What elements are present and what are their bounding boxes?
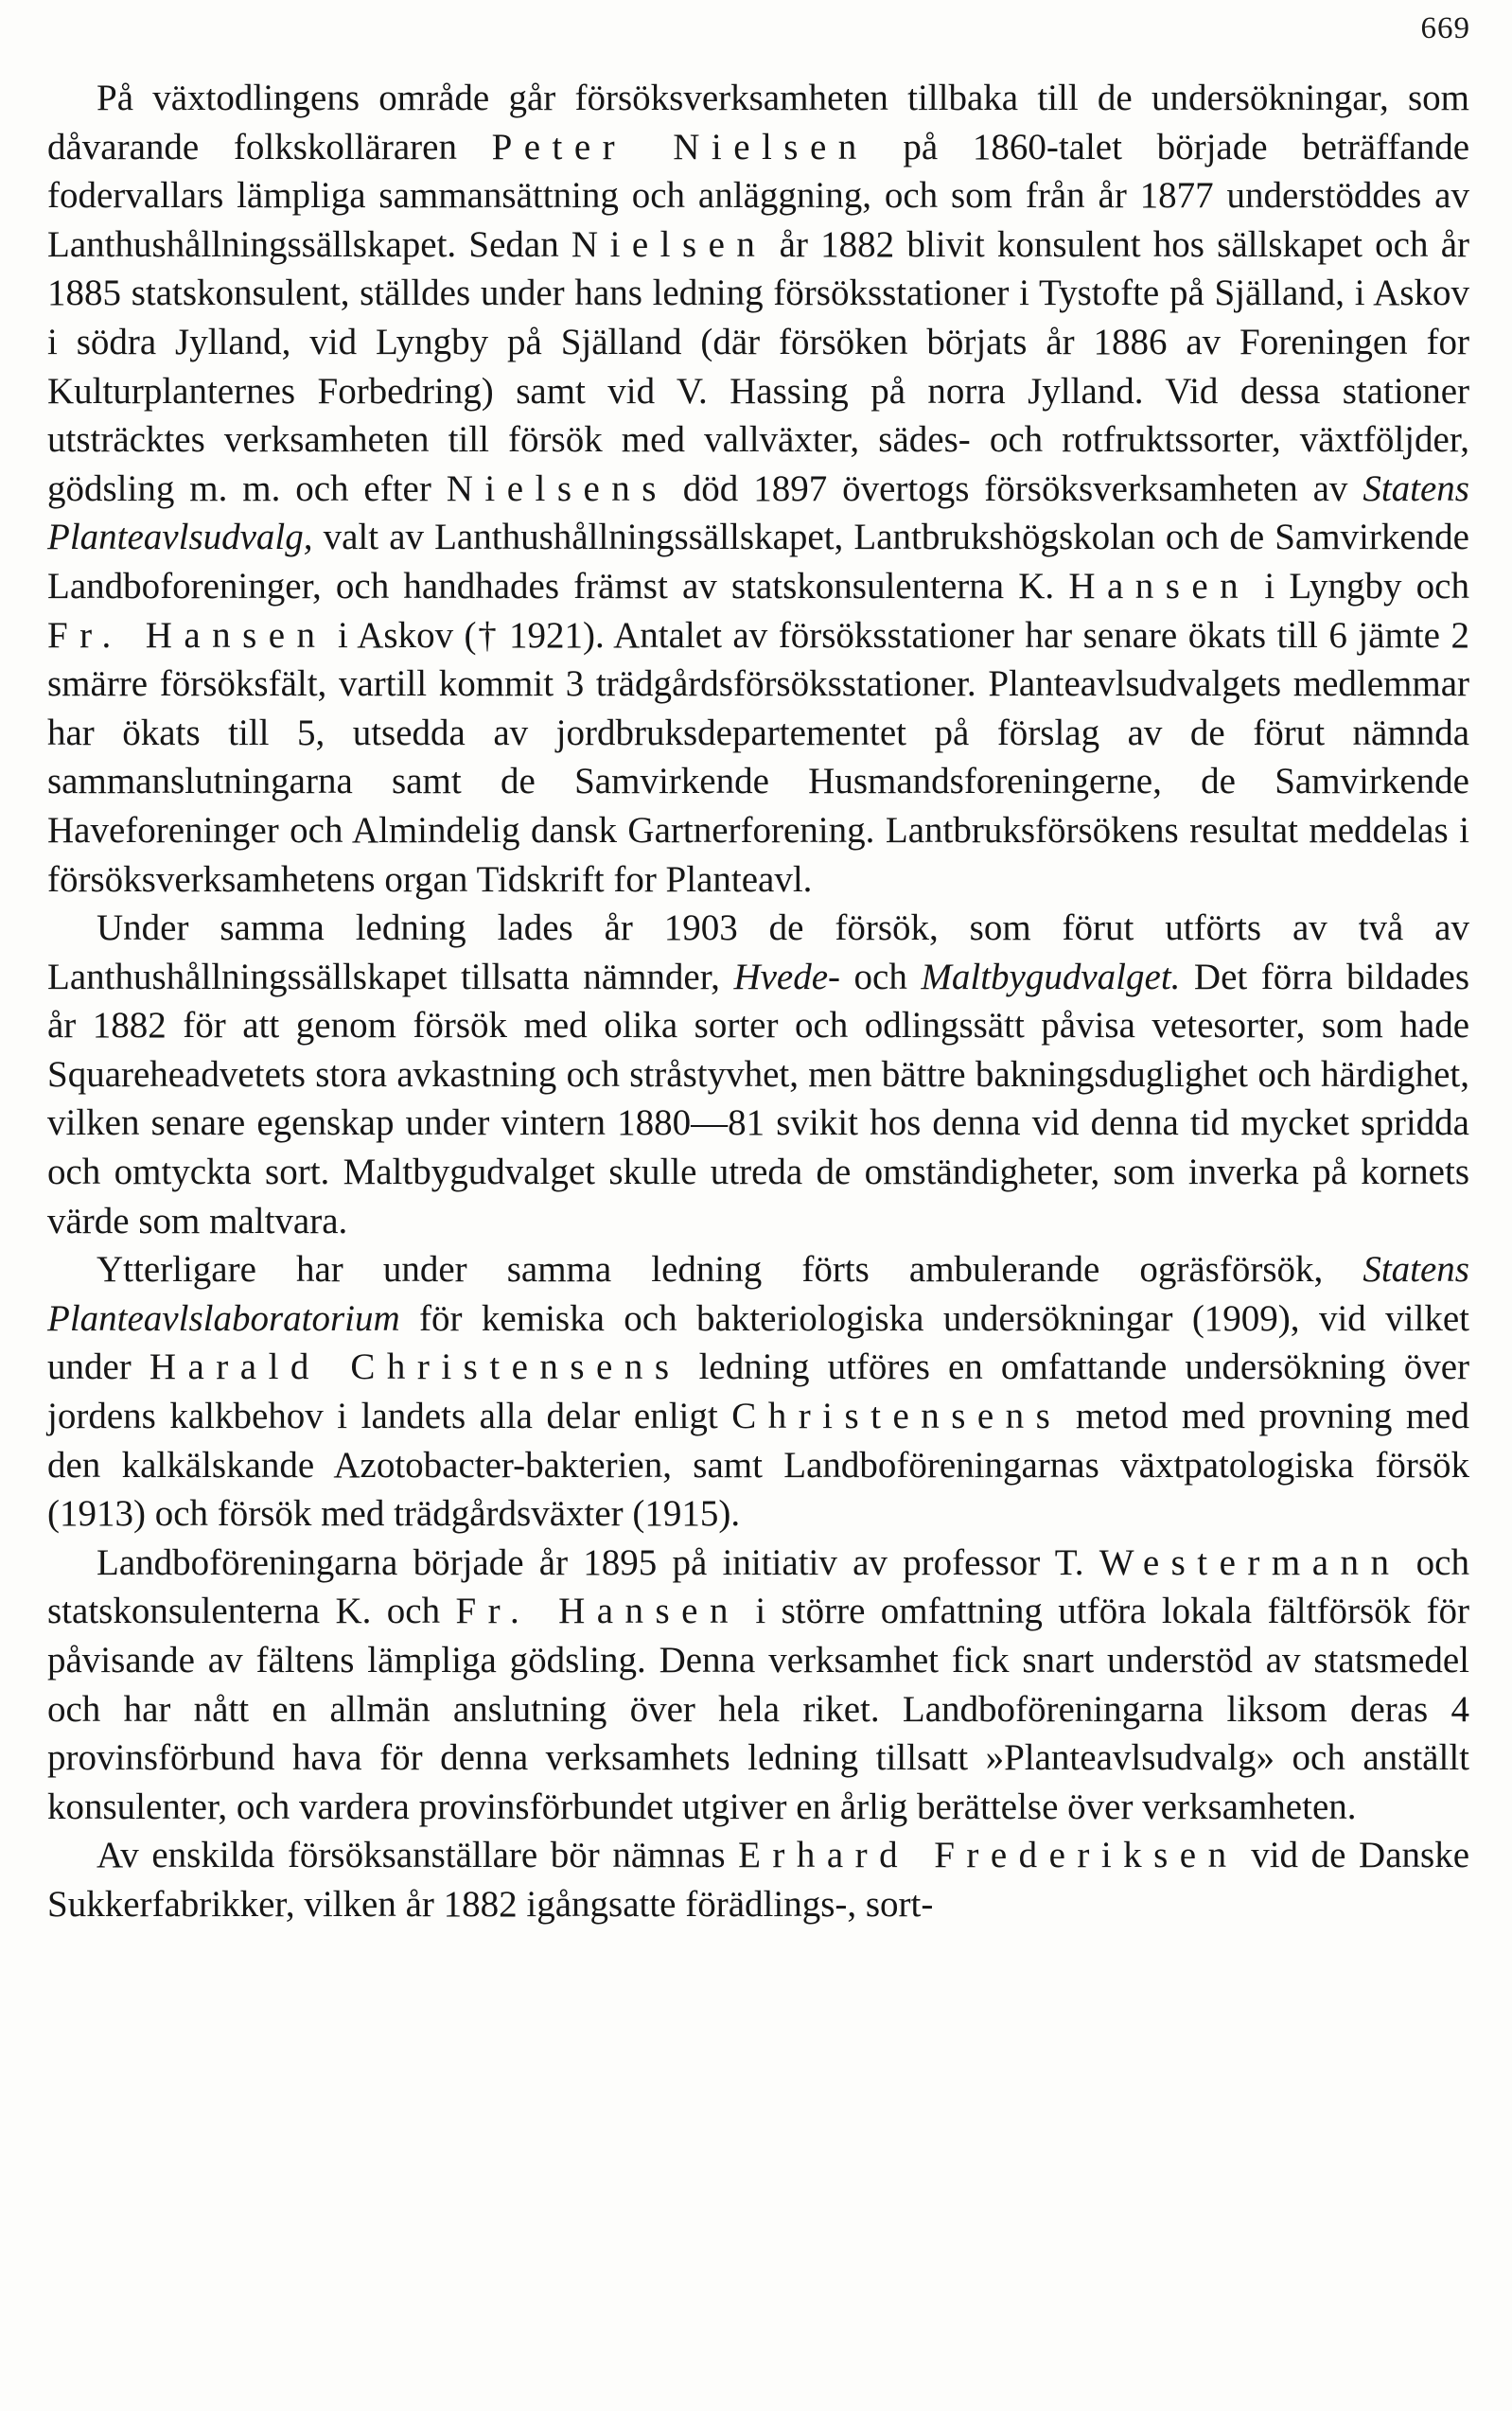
page-number: 669 [1420, 11, 1470, 45]
text-run: för kemiska och bakteriologiska undersökningar (1909), vid vilket under [47, 1297, 1469, 1388]
paragraph [47, 1831, 1469, 1928]
text-run: på 1860-talet började beträffande fodervallars lämpliga sammansättning och anläggning, och som från år 1877 understöddes av Lanthushållningssällskapet. Sedan [47, 126, 1470, 265]
spaced-name: Nielsen [571, 223, 767, 265]
paragraph [47, 74, 1469, 904]
italic-text: Maltbygudvalget. [921, 956, 1181, 997]
paragraph [47, 1539, 1469, 1832]
spaced-name: Peter Nielsen [491, 126, 869, 167]
paragraph [47, 904, 1469, 1245]
text-run: vid de Danske Sukkerfabrikker, vilken år 1882 igångsatte förädlings-, sort- [47, 1835, 1470, 1925]
spaced-name: Fr. Hansen [455, 1591, 740, 1632]
italic-text: Statens Planteavlslaboratorium [47, 1249, 1469, 1339]
text-run: valt av Lanthushållningssällskapet, Lantbrukshögskolan och de Samvirkende Landboforeninger, och handhades främst av statskonsulenterna K. [47, 517, 1469, 607]
text-run: och statskonsulenterna K. och [47, 1541, 1469, 1632]
spaced-name: Hansen [1068, 565, 1251, 607]
text-run: och [840, 956, 922, 997]
italic-text: Statens Planteavlsudvalg, [47, 467, 1469, 558]
text-run: i större omfattning utföra lokala fältförsök för påvisande av fältens lämpliga gödsling. Denna verksamhet fick snart understöd av statsmedel och har nått en allmän anslutning över hela riket. Landboföreningarna liksom deras 4 provinsförbund hava för denna verksamhets ledning tillsatt »Planteavlsudvalg» och anställt konsulenter, och vardera provinsförbundet utgiver en årlig berättelse över verksamheten. [47, 1591, 1469, 1827]
text-run: Av enskilda försöksanställare bör nämnas [97, 1835, 739, 1876]
text-run: död 1897 övertogs försöksverksamheten av [667, 467, 1363, 509]
spaced-name: Harald Christensens [149, 1346, 681, 1388]
text-run: Landboföreningarna började år 1895 på initiativ av professor T. [97, 1541, 1099, 1583]
text-run: Det förra bildades år 1882 för att genom försök med olika sorter och odlingssätt påvisa vetesorter, som hade Squareheadvetets stora avkastning och stråstyvhet, men bättre bakningsduglighet och härdighet, vilken senare egenskap under vintern 1880—81 svikit hos denna vid denna tid mycket spridda och omtyckta sort. Maltbygudvalget skulle utreda de omständigheter, som inverka på kornets värde som maltvara. [47, 956, 1470, 1241]
text-run: i Askov († 1921). Antalet av försöksstationer har senare ökats till 6 jämte 2 smärre försöksfält, vartill kommit 3 trädgårdsförsöksstationer. Planteavlsudvalgets medlemmar har ökats till 5, utsedda av jordbruksdepartementet på förslag av de förut nämnda sammanslutningarna samt de Samvirkende Husmandsforeningerne, de Samvirkende Haveforeninger och Almindelig dansk Gartnerforening. Lantbruksförsökens resultat meddelas i försöksverksamhetens organ Tidskrift for Planteavl. [47, 614, 1469, 900]
spaced-name: Erhard Frederiksen [738, 1835, 1239, 1876]
text-run: år 1882 blivit konsulent hos sällskapet och år 1885 statskonsulent, ställdes under hans ledning försöksstationer i Tystofte på Själland, i Askov i södra Jylland, vid Lyngby på Själland (där försöken börjats år 1886 av Foreningen for Kulturplanternes Forbedring) samt vid V. Hassing på norra Jylland. Vid dessa stationer utsträcktes verksamheten till försök med vallväxter, sädes- och rotfruktssorter, växtföljder, gödsling m. m. och efter [47, 223, 1469, 509]
text-run: metod med provning med den kalkälskande Azotobacter-bakterien, samt Landboföreningarnas växtpatologiska försök (1913) och försök med trädgårdsväxter (1915). [47, 1396, 1469, 1535]
text-run: På växtodlingens område går försöksverksamheten tillbaka till de undersökningar, som dåvarande folkskolläraren [47, 78, 1469, 167]
text-run: i Lyngby och [1250, 565, 1469, 607]
text-body [47, 74, 1469, 1929]
paragraph [47, 1245, 1469, 1539]
italic-text: Hvede- [733, 956, 841, 997]
text-run: Ytterligare har under samma ledning förts ambulerande ogräsförsök, [97, 1249, 1363, 1291]
text-run: ledning utföres en omfattande undersökning över jordens kalkbehov i landets alla delar enligt [47, 1346, 1469, 1437]
text-run: Under samma ledning lades år 1903 de försök, som förut utförts av två av Lanthushållningssällskapet tillsatta nämnder, [47, 907, 1469, 997]
spaced-name: Fr. Hansen [47, 614, 327, 656]
spaced-name: Nielsens [446, 467, 668, 509]
spaced-name: Westermann [1099, 1541, 1401, 1583]
spaced-name: Christensens [731, 1396, 1063, 1437]
